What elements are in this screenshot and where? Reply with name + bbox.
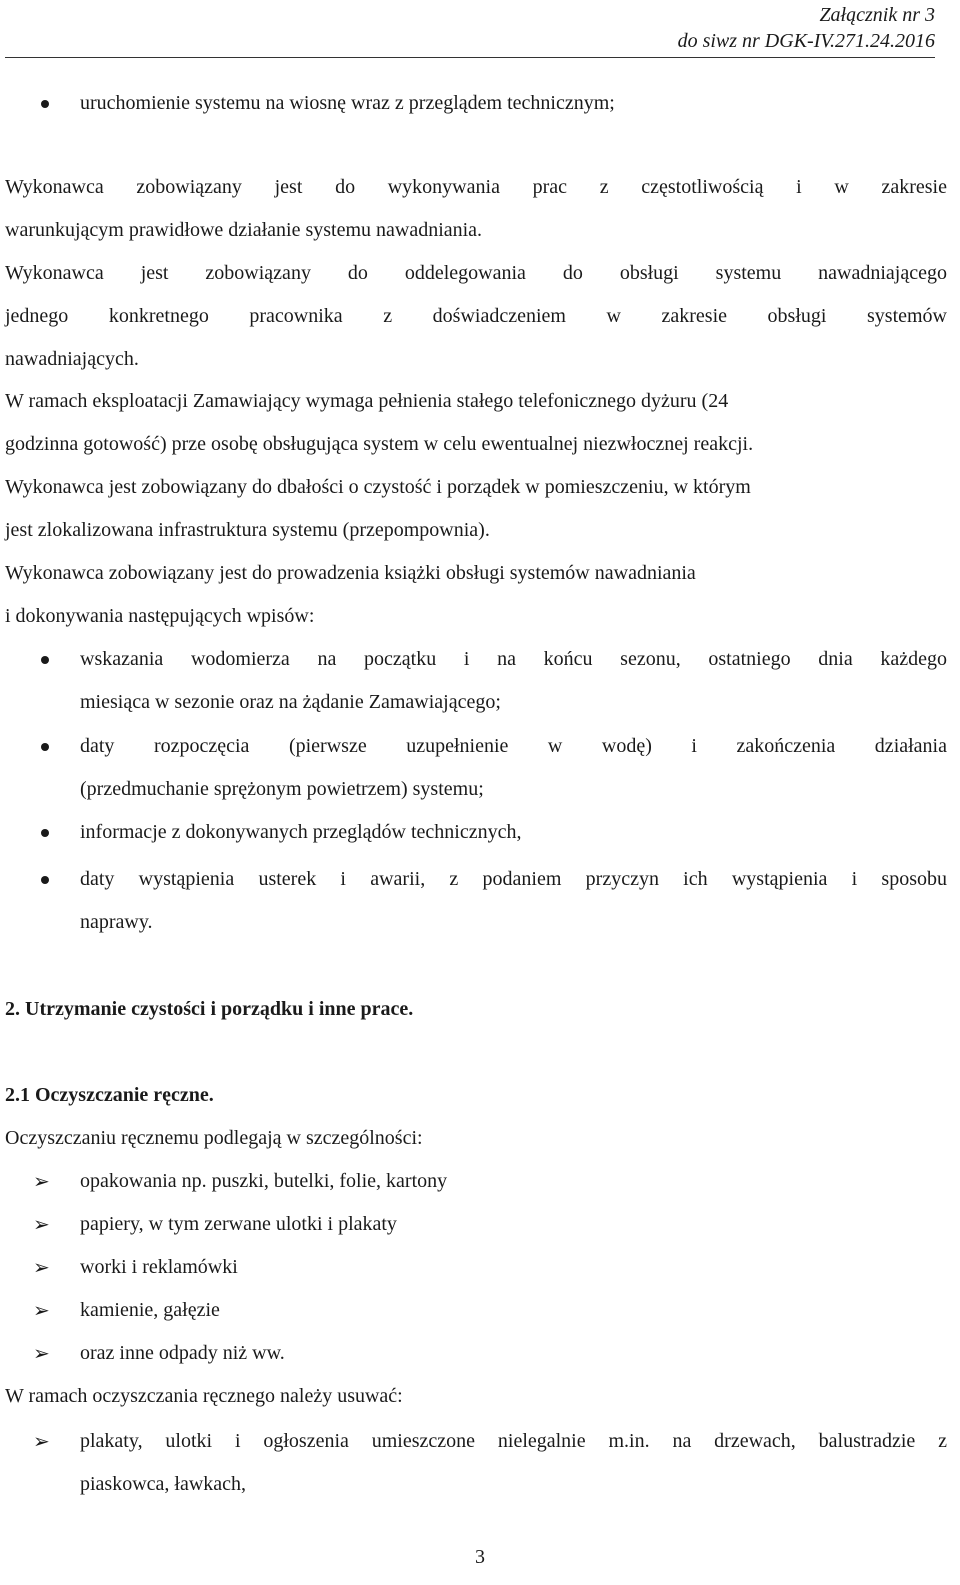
arrow-bullet-icon: ➢ xyxy=(33,1341,50,1365)
list-item: daty wystąpienia usterek i awarii, z podaniem przyczyn ich wystąpienia i sposobu xyxy=(80,868,947,890)
arrow-bullet-icon: ➢ xyxy=(33,1212,50,1236)
paragraph-line: nawadniających. xyxy=(5,348,139,370)
list-item: opakowania np. puszki, butelki, folie, kartony xyxy=(80,1170,448,1192)
document-header xyxy=(678,2,935,54)
paragraph-line: Wykonawca jest zobowiązany do oddelegowania do obsługi systemu nawadniającego xyxy=(5,262,947,284)
subsection-heading: 2.1 Oczyszczanie ręczne. xyxy=(5,1084,214,1106)
paragraph-line: jest zlokalizowana infrastruktura systemu (przepompownia). xyxy=(5,519,490,541)
list-item-continuation: piaskowca, ławkach, xyxy=(80,1473,247,1495)
arrow-bullet-icon: ➢ xyxy=(33,1169,50,1193)
paragraph-line: W ramach oczyszczania ręcznego należy usuwać: xyxy=(5,1385,403,1407)
bullet-icon xyxy=(41,829,49,837)
paragraph-line: jednego konkretnego pracownika z doświadczeniem w zakresie obsługi systemów xyxy=(5,305,947,327)
bullet-icon xyxy=(41,743,49,751)
paragraph-line: i dokonywania następujących wpisów: xyxy=(5,605,315,627)
paragraph-line: Wykonawca zobowiązany jest do wykonywania prac z częstotliwością i w zakresie xyxy=(5,176,947,198)
paragraph-line: W ramach eksploatacji Zamawiający wymaga pełnienia stałego telefonicznego dyżuru (24 xyxy=(5,390,729,412)
section-heading: 2. Utrzymanie czystości i porządku i inne prace. xyxy=(5,998,414,1020)
attachment-label: Załącznik nr 3 xyxy=(819,4,935,26)
siwz-reference: do siwz nr DGK-IV.271.24.2016 xyxy=(677,30,935,52)
page-number: 3 xyxy=(475,1546,485,1568)
header-divider xyxy=(5,57,935,58)
list-item: kamienie, gałęzie xyxy=(80,1299,220,1321)
paragraph-line: Wykonawca jest zobowiązany do dbałości o czystość i porządek w pomieszczeniu, w którym xyxy=(5,476,751,498)
bullet-icon xyxy=(41,100,49,108)
bullet-icon xyxy=(41,656,49,664)
bullet-text: uruchomienie systemu na wiosnę wraz z przeglądem technicznym; xyxy=(80,92,615,114)
bullet-icon xyxy=(41,876,49,884)
list-item-continuation: (przedmuchanie sprężonym powietrzem) systemu; xyxy=(80,778,484,800)
list-item: plakaty, ulotki i ogłoszenia umieszczone nielegalnie m.in. na drzewach, balustradzie z xyxy=(80,1430,947,1452)
list-item-continuation: naprawy. xyxy=(80,911,153,933)
paragraph-line: warunkującym prawidłowe działanie systemu nawadniania. xyxy=(5,219,483,241)
list-item: oraz inne odpady niż ww. xyxy=(80,1342,285,1364)
list-item: papiery, w tym zerwane ulotki i plakaty xyxy=(80,1213,397,1235)
paragraph-line: Wykonawca zobowiązany jest do prowadzenia książki obsługi systemów nawadniania xyxy=(5,562,696,584)
paragraph-line: Oczyszczaniu ręcznemu podlegają w szczególności: xyxy=(5,1127,423,1149)
list-item: wskazania wodomierza na początku i na końcu sezonu, ostatniego dnia każdego xyxy=(80,648,947,670)
list-item-continuation: miesiąca w sezonie oraz na żądanie Zamawiającego; xyxy=(80,691,501,713)
list-item: worki i reklamówki xyxy=(80,1256,238,1278)
list-item: daty rozpoczęcia (pierwsze uzupełnienie w wodę) i zakończenia działania xyxy=(80,735,947,757)
arrow-bullet-icon: ➢ xyxy=(33,1255,50,1279)
arrow-bullet-icon: ➢ xyxy=(33,1429,50,1453)
list-item: informacje z dokonywanych przeglądów technicznych, xyxy=(80,821,522,843)
paragraph-line: godzinna gotowość) prze osobę obsługująca system w celu ewentualnej niezwłocznej reakcji. xyxy=(5,433,754,455)
arrow-bullet-icon: ➢ xyxy=(33,1298,50,1322)
